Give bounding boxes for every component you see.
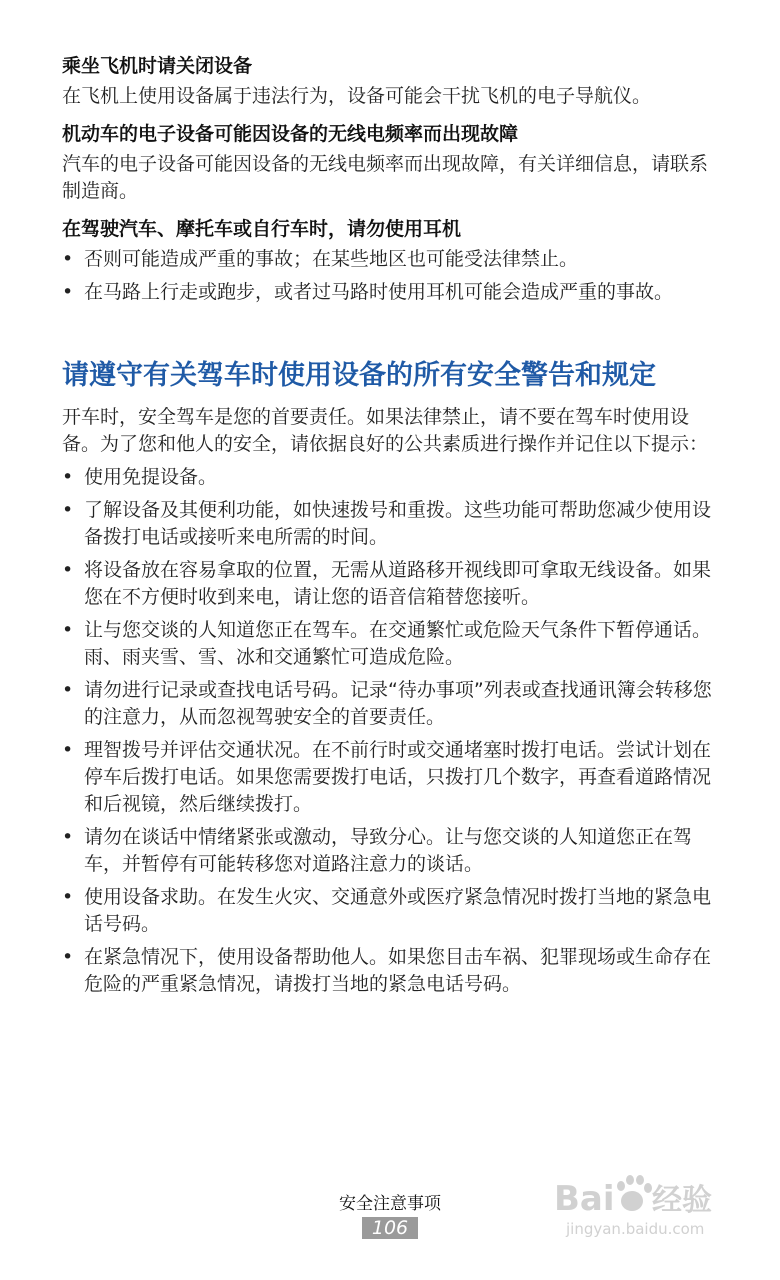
list-item-text: 让与您交谈的人知道您正在驾车。在交通繁忙或危险天气条件下暂停通话。雨、雨夹雪、雪、冰和交通繁忙可造成危险。 <box>84 619 712 668</box>
bullet-icon: • <box>62 248 74 270</box>
list-item-text: 使用设备求助。在发生火灾、交通意外或医疗紧急情况时拨打当地的紧急电话号码。 <box>84 886 712 935</box>
bullet-icon: • <box>62 679 74 701</box>
bullet-icon: • <box>62 499 74 521</box>
list-item-text: 否则可能造成严重的事故；在某些地区也可能受法律禁止。 <box>84 248 579 270</box>
list-item <box>62 464 722 491</box>
list-item <box>62 617 722 671</box>
driving-intro: 开车时，安全驾车是您的首要责任。如果法律禁止，请不要在驾车时使用设备。为了您和他人的安全，请依据良好的公共素质进行操作并记住以下提示： <box>62 406 709 455</box>
driving-tips-list <box>62 464 722 998</box>
headphones-heading: 在驾驶汽车、摩托车或自行车时，请勿使用耳机 <box>62 218 462 240</box>
list-item <box>62 497 722 551</box>
airplane-heading: 乘坐飞机时请关闭设备 <box>62 55 253 77</box>
airplane-text: 在飞机上使用设备属于违法行为，设备可能会干扰飞机的电子导航仪。 <box>62 85 652 107</box>
list-item-text: 了解设备及其便利功能，如快速拨号和重拨。这些功能可帮助您减少使用设备拨打电话或接听来电所需的时间。 <box>84 499 712 548</box>
list-item-text: 请勿在谈话中情绪紧张或激动，导致分心。让与您交谈的人知道您正在驾车，并暂停有可能转移您对道路注意力的谈话。 <box>84 826 693 875</box>
list-item-text: 请勿进行记录或查找电话号码。记录“待办事项”列表或查找通讯簿会转移您的注意力，从而忽视驾驶安全的首要责任。 <box>84 679 712 728</box>
watermark-brand-right: 经验 <box>652 1183 712 1218</box>
vehicle-heading: 机动车的电子设备可能因设备的无线电频率而出现故障 <box>62 123 519 145</box>
bullet-icon: • <box>62 619 74 641</box>
baidu-logo-icon <box>552 1168 742 1242</box>
page-number: 106 <box>362 1217 418 1239</box>
headphones-list <box>62 246 722 306</box>
bullet-icon: • <box>62 281 74 303</box>
vehicle-section <box>62 120 722 205</box>
bullet-icon: • <box>62 826 74 848</box>
list-item-text: 理智拨号并评估交通状况。在不前行时或交通堵塞时拨打电话。尝试计划在停车后拨打电话。如果您需要拨打电话，只拨打几个数字，再查看道路情况和后视镜，然后继续拨打。 <box>84 739 712 815</box>
driving-section-title: 请遵守有关驾车时使用设备的所有安全警告和规定 <box>62 360 656 391</box>
baidu-jingyan-watermark <box>552 1168 742 1242</box>
list-item <box>62 246 722 273</box>
list-item <box>62 884 722 938</box>
list-item-text: 将设备放在容易拿取的位置，无需从道路移开视线即可拿取无线设备。如果您在不方便时收到来电，请让您的语音信箱替您接听。 <box>84 559 712 608</box>
airplane-section <box>62 52 722 110</box>
list-item <box>62 557 722 611</box>
headphones-section <box>62 215 722 306</box>
list-item <box>62 824 722 878</box>
manual-page <box>62 52 722 1004</box>
bullet-icon: • <box>62 886 74 908</box>
list-item <box>62 737 722 818</box>
paw-icon <box>617 1175 652 1211</box>
list-item-text: 在马路上行走或跑步，或者过马路时使用耳机可能会造成严重的事故。 <box>84 281 674 303</box>
bullet-icon: • <box>62 559 74 581</box>
vehicle-text: 汽车的电子设备可能因设备的无线电频率而出现故障，有关详细信息，请联系制造商。 <box>62 153 709 202</box>
bullet-icon: • <box>62 946 74 968</box>
list-item <box>62 279 722 306</box>
bullet-icon: • <box>62 739 74 761</box>
watermark-url: jingyan.baidu.com <box>566 1220 705 1238</box>
list-item <box>62 677 722 731</box>
list-item <box>62 944 722 998</box>
bullet-icon: • <box>62 466 74 488</box>
list-item-text: 使用免提设备。 <box>84 466 218 488</box>
footer-section-title: 安全注意事项 <box>339 1194 441 1214</box>
watermark-brand-left: Bai <box>554 1179 615 1219</box>
list-item-text: 在紧急情况下，使用设备帮助他人。如果您目击车祸、犯罪现场或生命存在危险的严重紧急情况，请拨打当地的紧急电话号码。 <box>84 946 712 995</box>
